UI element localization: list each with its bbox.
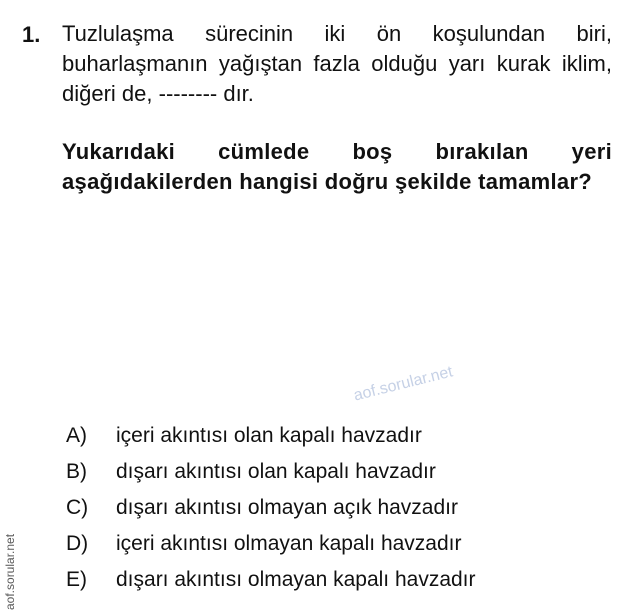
option-text: içeri akıntısı olan kapalı havzadır [116,424,422,447]
option-e[interactable] [66,565,626,601]
question-stem: Tuzlulaşma sürecinin iki ön koşulundan biri, buharlaşmanın yağıştan fazla olduğu yarı kurak iklim, diğeri de, -------- dır. [62,21,612,106]
option-a[interactable] [66,421,626,457]
question-number: 1. [22,22,41,47]
option-text: dışarı akıntısı olan kapalı havzadır [116,460,436,483]
option-letter: D) [66,532,89,555]
option-text: dışarı akıntısı olmayan kapalı havzadır [116,568,476,591]
answer-options [66,421,626,601]
option-b[interactable] [66,457,626,493]
option-c[interactable] [66,493,626,529]
option-d[interactable] [66,529,626,565]
watermark-center: aof.sorular.net [352,363,455,405]
option-text: dışarı akıntısı olmayan açık havzadır [116,496,458,519]
option-letter: B) [66,460,87,483]
option-letter: C) [66,496,89,519]
watermark-side: aof.sorular.net [3,533,17,610]
question-prompt: Yukarıdaki cümlede boş bırakılan yeri aşağıdakilerden hangisi doğru şekilde tamamlar? [62,139,612,194]
option-text: içeri akıntısı olmayan kapalı havzadır [116,532,462,555]
option-letter: A) [66,424,87,447]
option-letter: E) [66,568,87,591]
